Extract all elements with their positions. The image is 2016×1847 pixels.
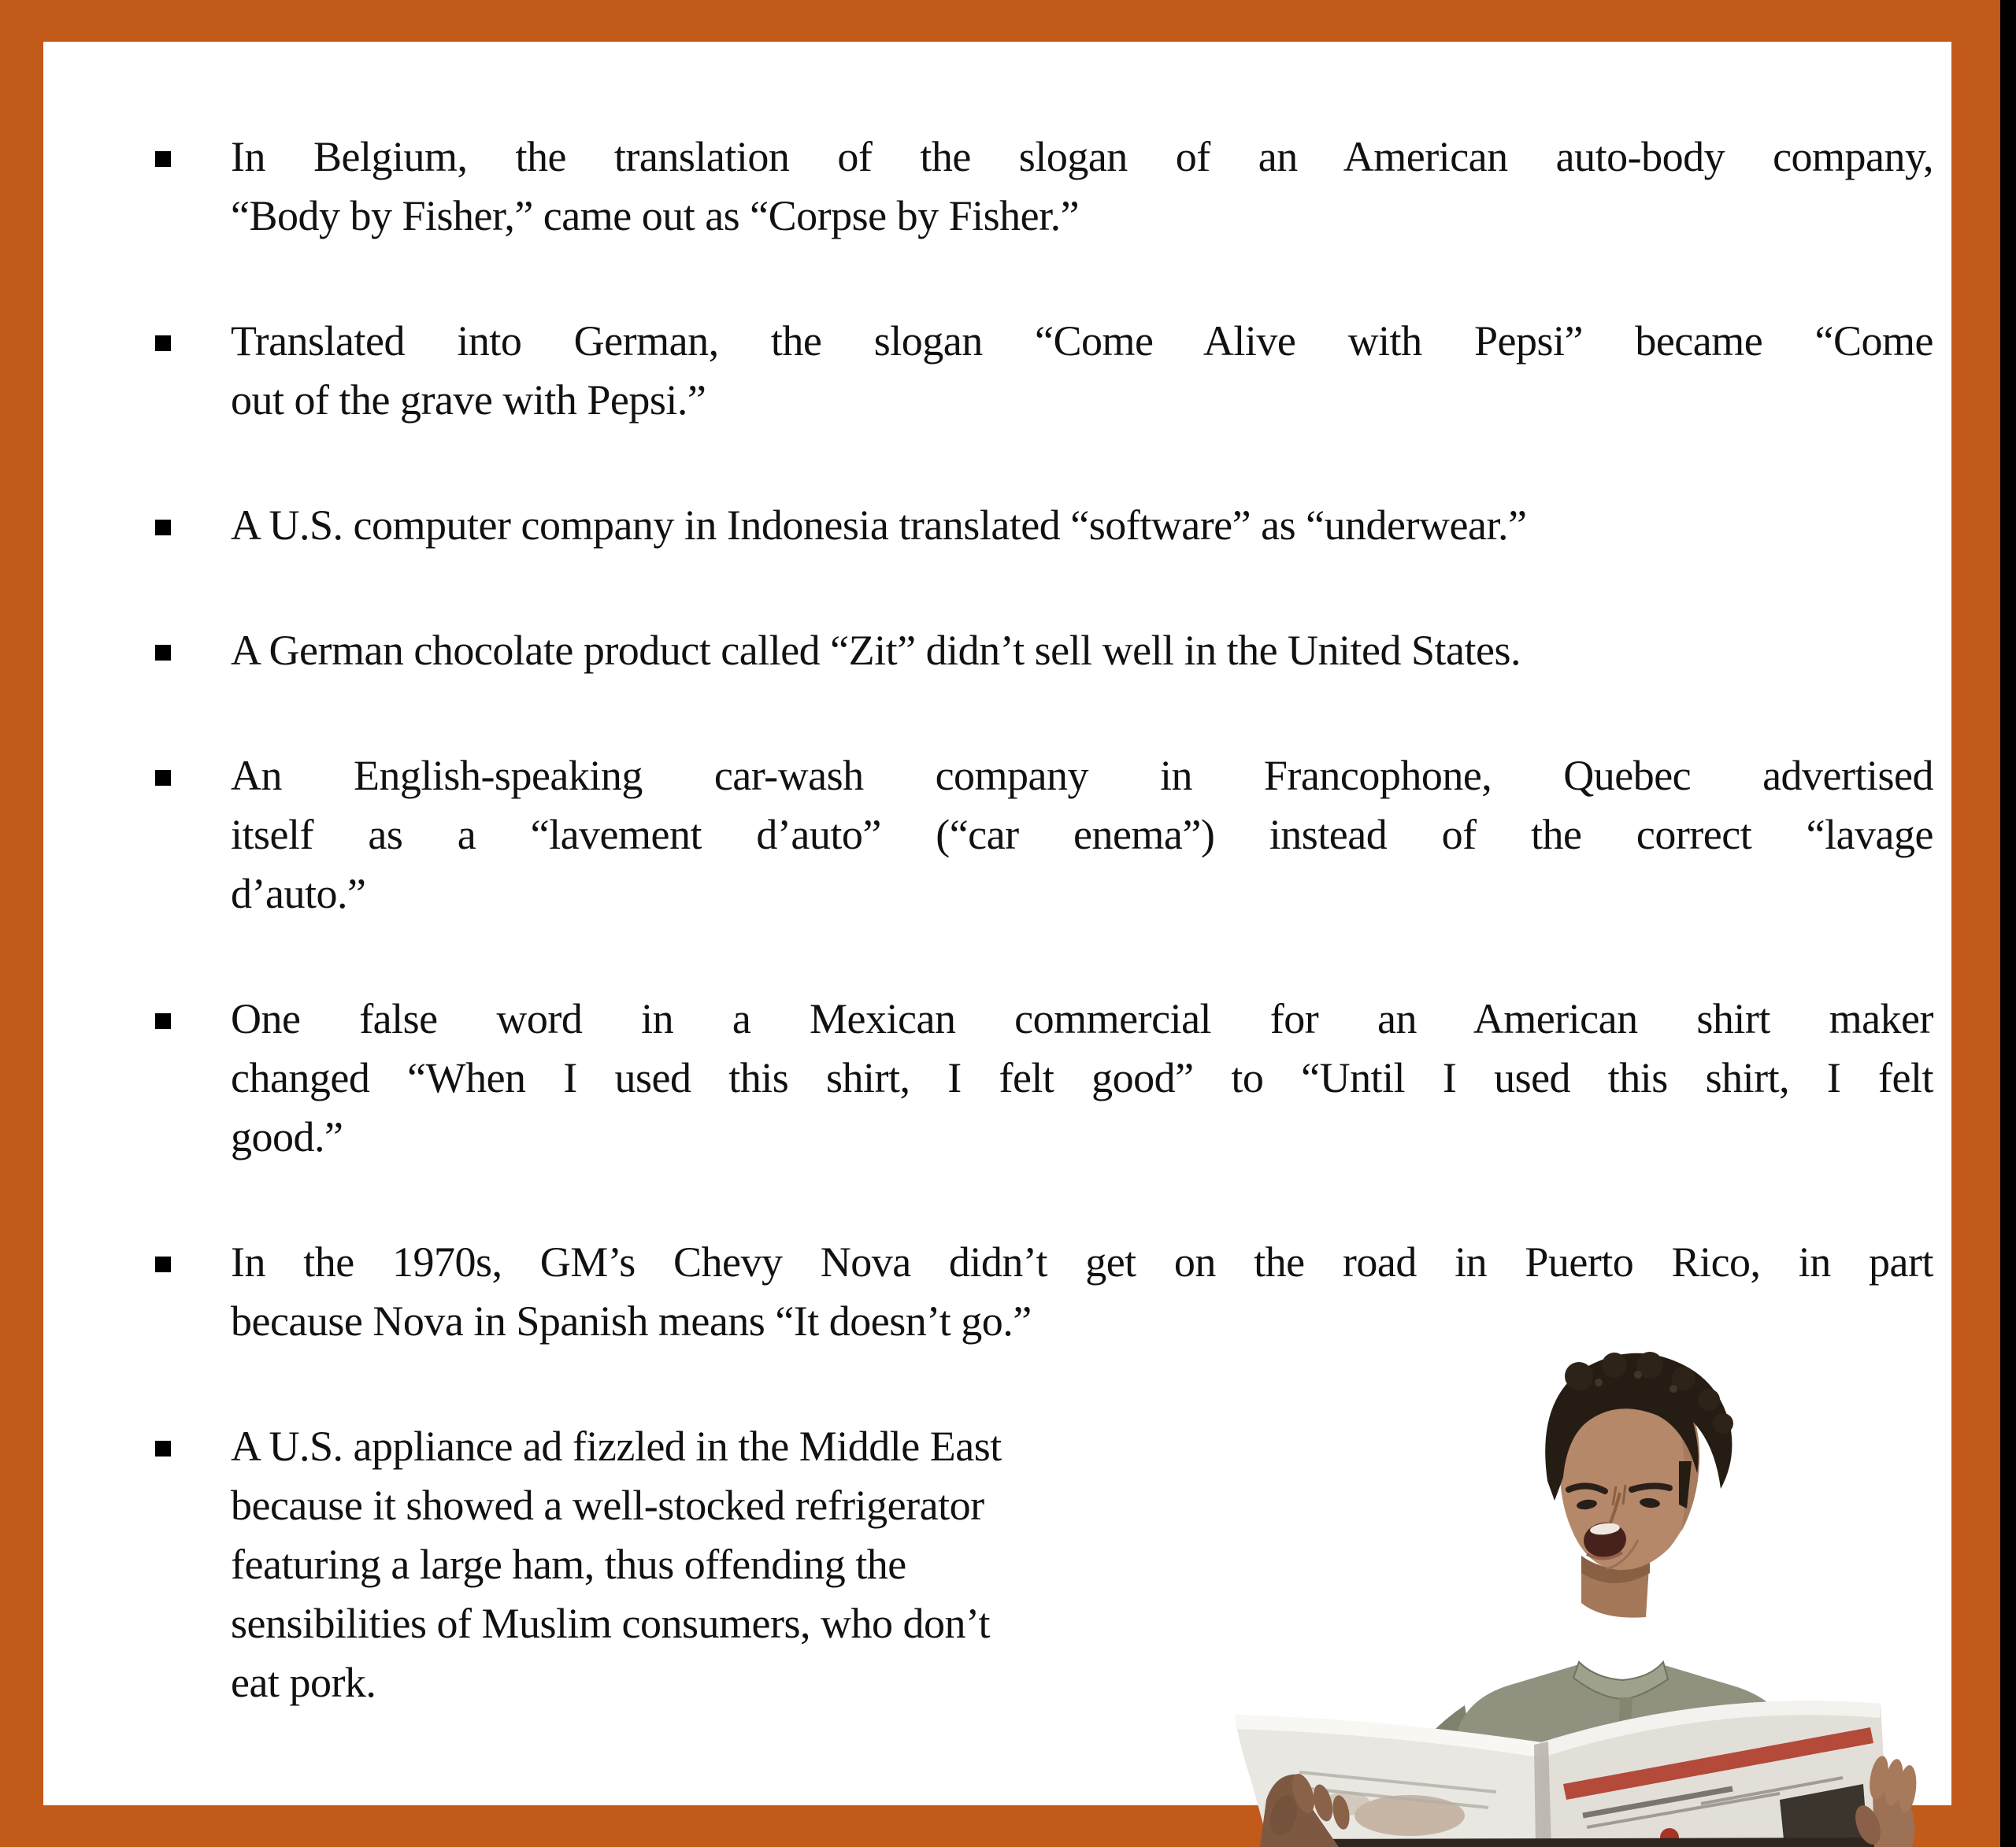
bullet-text	[231, 312, 1933, 430]
text-line: An English-speaking car-wash company in Francophone, Quebec advertised	[231, 752, 1933, 799]
text-line: A U.S. computer company in Indonesia translated “software” as “underwear.”	[231, 502, 1527, 549]
list-item	[43, 496, 1944, 555]
bullet-square-icon	[155, 1257, 171, 1272]
head	[1545, 1352, 1733, 1618]
bullet-square-icon	[155, 645, 171, 661]
text-line: A German chocolate product called “Zit” didn’t sell well in the United States.	[231, 627, 1521, 674]
text-line: Translated into German, the slogan “Come Alive with Pepsi” became “Come	[231, 317, 1933, 365]
text-line: “Body by Fisher,” came out as “Corpse by Fisher.”	[231, 192, 1080, 239]
list-item	[43, 1233, 1944, 1351]
text-line: d’auto.”	[231, 870, 366, 917]
list-item	[43, 312, 1944, 430]
text-line: because it showed a well-stocked refrigerator	[231, 1482, 984, 1529]
text-line: eat pork.	[231, 1659, 376, 1706]
text-line: sensibilities of Muslim consumers, who don’t	[231, 1600, 990, 1647]
text-line: good.”	[231, 1113, 343, 1160]
list-item	[43, 621, 1944, 680]
text-line: featuring a large ham, thus offending the	[231, 1541, 906, 1588]
text-line: In the 1970s, GM’s Chevy Nova didn’t get on the road in Puerto Rico, in part	[231, 1238, 1933, 1286]
list-item	[43, 990, 1944, 1167]
bullet-square-icon	[155, 520, 171, 535]
bullet-text	[231, 1417, 1262, 1712]
bullet-square-icon	[155, 335, 171, 351]
content-area	[43, 42, 1951, 1805]
bullet-square-icon	[155, 770, 171, 786]
shocked-man-reading-newspaper-photo	[1228, 1343, 1984, 1847]
bullet-text	[231, 496, 1933, 555]
bullet-square-icon	[155, 1013, 171, 1029]
text-line: A U.S. appliance ad fizzled in the Middle East	[231, 1423, 1002, 1470]
bullet-text	[231, 990, 1933, 1167]
list-item	[43, 128, 1944, 246]
bullet-square-icon	[155, 151, 171, 167]
list-item	[43, 746, 1944, 924]
text-line: One false word in a Mexican commercial for an American shirt maker	[231, 995, 1933, 1042]
bullet-text	[231, 746, 1933, 924]
text-line: itself as a “lavement d’auto” (“car enema”) instead of the correct “lavage	[231, 811, 1933, 858]
bullet-text	[231, 621, 1933, 680]
bullet-square-icon	[155, 1441, 171, 1457]
bullet-text	[231, 128, 1933, 246]
text-line: because Nova in Spanish means “It doesn’t go.”	[231, 1297, 1032, 1345]
text-line: changed “When I used this shirt, I felt good” to “Until I used this shirt, I felt	[231, 1054, 1933, 1101]
text-line: out of the grave with Pepsi.”	[231, 376, 706, 424]
text-line: In Belgium, the translation of the slogan of an American auto-body company,	[231, 133, 1933, 180]
bullet-text	[231, 1233, 1933, 1351]
